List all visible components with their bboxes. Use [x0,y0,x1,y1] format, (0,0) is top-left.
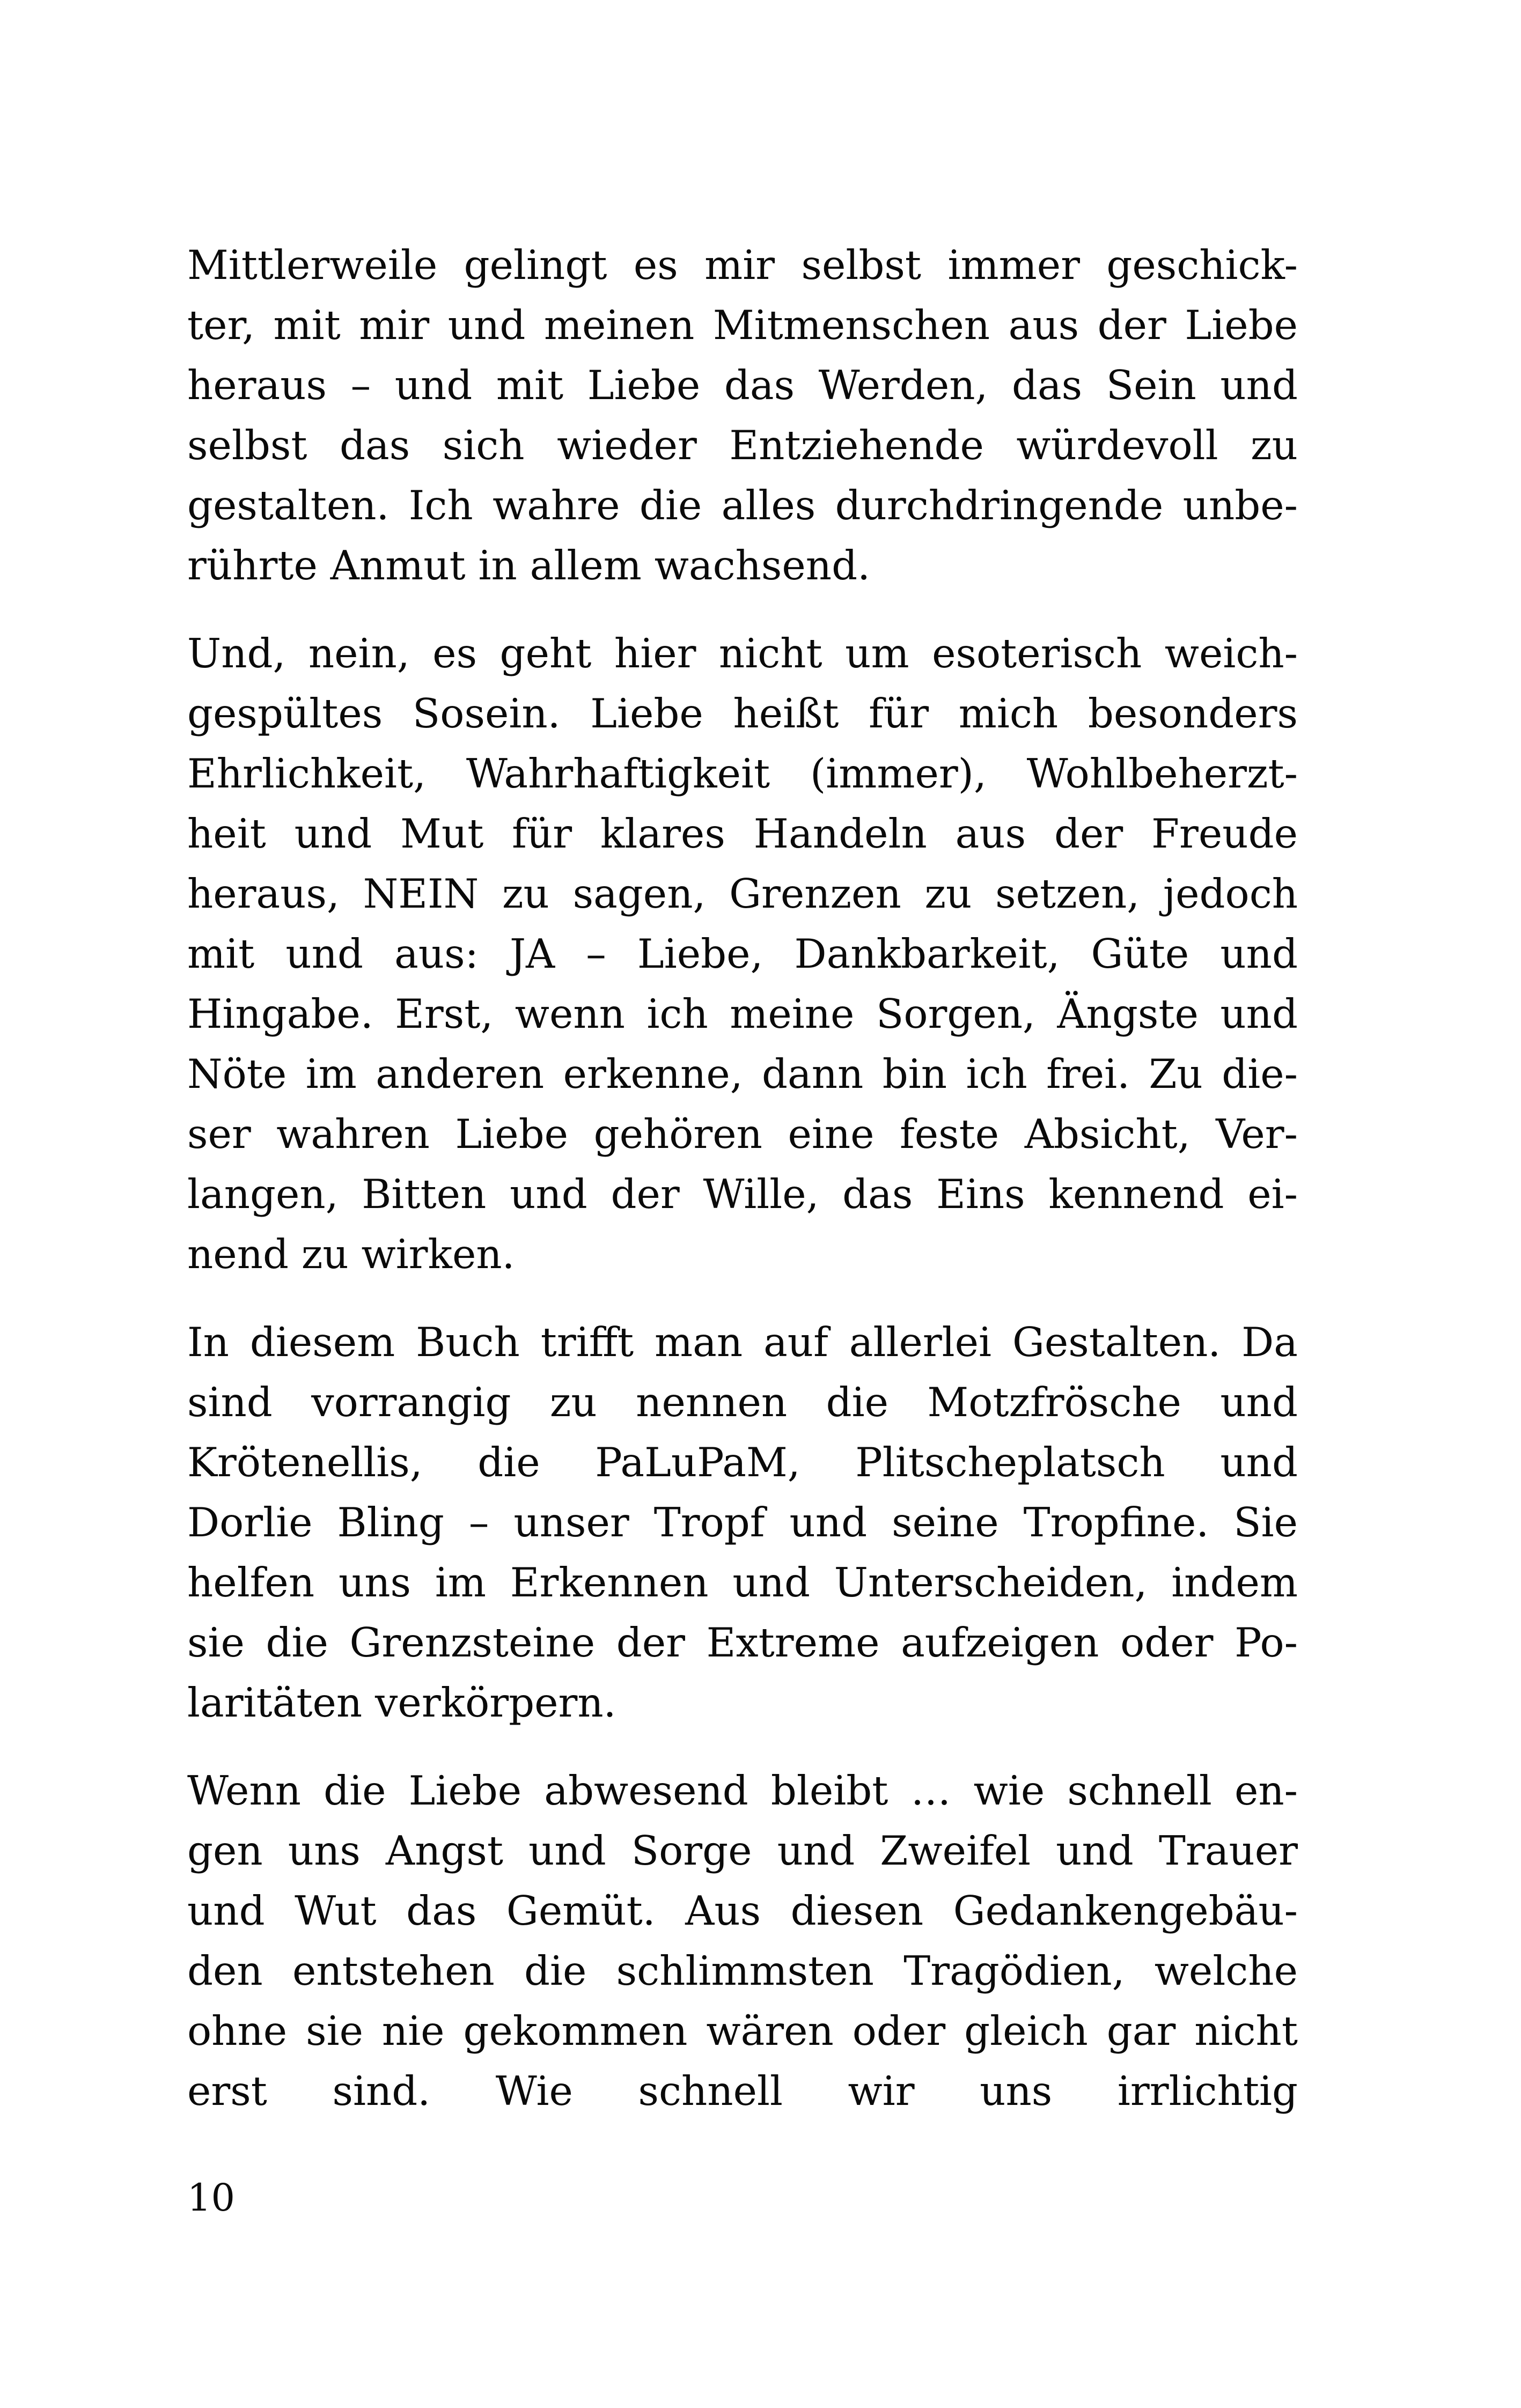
paragraph [187,623,1298,1284]
text-line: Hingabe. Erst, wenn ich meine Sorgen, Ängste und [187,990,1298,1037]
text-line: ser wahren Liebe gehören eine feste Absicht, Ver- [187,1110,1298,1158]
text-line: Dorlie Bling – unser Tropf und seine Tropfine. Sie [187,1499,1298,1546]
text-line: helfen uns im Erkennen und Unterscheiden, indem [187,1559,1298,1606]
text-line: gen uns Angst und Sorge und Zweifel und Trauer [187,1827,1298,1874]
text-line: gespültes Sosein. Liebe heißt für mich besonders [187,690,1298,737]
text-line: erst sind. Wie schnell wir uns irrlichtig [187,2067,1298,2115]
text-line: und Wut das Gemüt. Aus diesen Gedankengebäu- [187,1887,1298,1934]
paragraph [187,235,1298,595]
text-line: sie die Grenzsteine der Extreme aufzeigen oder Po- [187,1619,1298,1666]
page-number: 10 [187,2176,236,2220]
text-line: selbst das sich wieder Entziehende würdevoll zu [187,422,1298,469]
body-text [187,235,1298,2121]
text-line: ohne sie nie gekommen wären oder gleich gar nicht [187,2007,1298,2054]
text-line: heraus – und mit Liebe das Werden, das Sein und [187,362,1298,409]
text-line: nend zu wirken. [187,1231,515,1278]
text-line: mit und aus: JA – Liebe, Dankbarkeit, Güte und [187,930,1298,977]
text-line: den entstehen die schlimmsten Tragödien, welche [187,1947,1298,1994]
text-line: gestalten. Ich wahre die alles durchdringende unbe- [187,482,1298,529]
paragraph [187,1312,1298,1733]
text-line: heraus, NEIN zu sagen, Grenzen zu setzen, jedoch [187,870,1298,917]
text-line: heit und Mut für klares Handeln aus der Freude [187,810,1298,857]
text-line: Und, nein, es geht hier nicht um esoterisch weich- [187,630,1298,677]
text-line: Nöte im anderen erkenne, dann bin ich frei. Zu die- [187,1050,1298,1098]
text-line: Krötenellis, die PaLuPaM, Plitscheplatsch und [187,1439,1298,1486]
paragraph [187,1761,1298,2121]
text-line: ter, mit mir und meinen Mitmenschen aus der Liebe [187,301,1298,349]
text-line: Wenn die Liebe abwesend bleibt … wie schnell en- [187,1767,1298,1814]
text-line: langen, Bitten und der Wille, das Eins kennend ei- [187,1170,1298,1218]
text-line: rührte Anmut in allem wachsend. [187,542,870,589]
text-line: Mittlerweile gelingt es mir selbst immer geschick- [187,241,1298,289]
text-line: sind vorrangig zu nennen die Motzfrösche und [187,1379,1298,1426]
text-line: In diesem Buch trifft man auf allerlei Gestalten. Da [187,1319,1298,1366]
text-line: laritäten verkörpern. [187,1679,616,1726]
text-line: Ehrlichkeit, Wahrhaftigkeit (immer), Wohlbeherzt- [187,750,1298,797]
